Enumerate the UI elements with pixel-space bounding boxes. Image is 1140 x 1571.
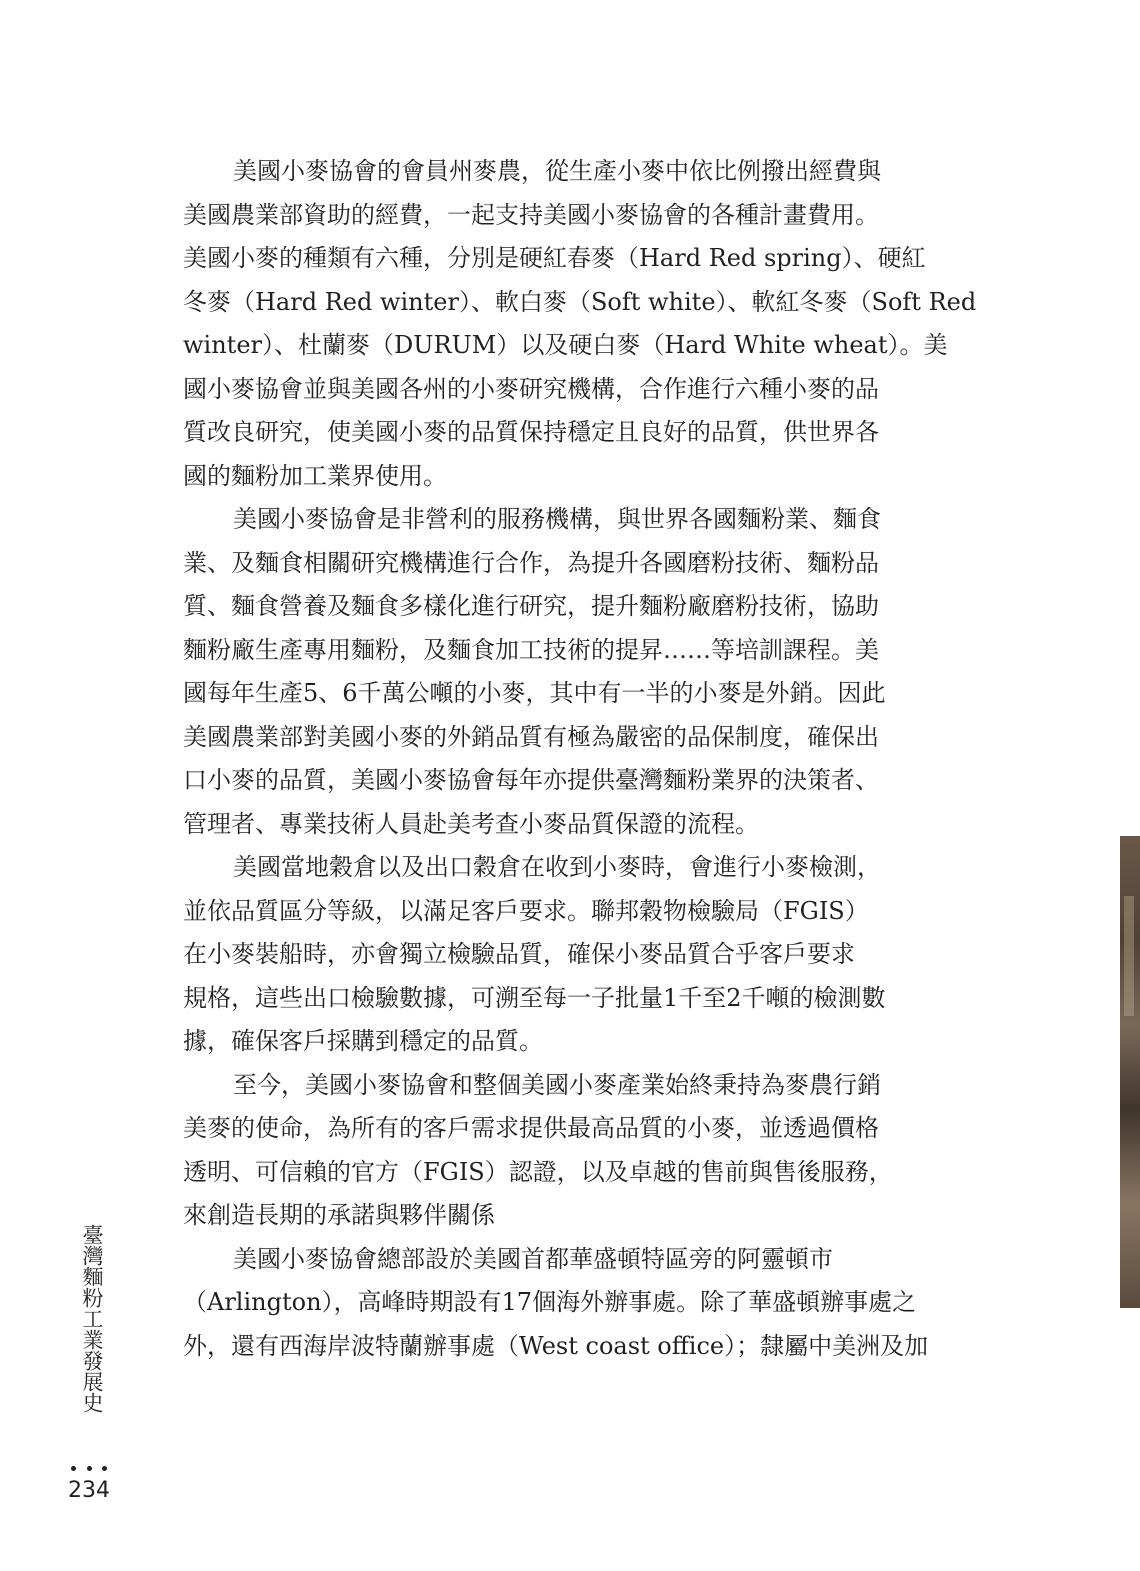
text-line: 美國小麥的種類有六種，分別是硬紅春麥（Hard Red spring）、硬紅 <box>183 244 926 272</box>
text-line: 規格，這些出口檢驗數據，可溯至每一子批量1千至2千噸的檢測數 <box>183 983 886 1012</box>
text-line: 口小麥的品質，美國小麥協會每年亦提供臺灣麵粉業界的決策者、 <box>183 766 879 794</box>
text-line: 業、及麵食相關研究機構進行合作，為提升各國磨粉技術、麵粉品 <box>183 548 879 577</box>
text-line: 管理者、專業技術人員赴美考查小麥品質保證的流程。 <box>183 809 759 838</box>
ornament-dot <box>87 1466 92 1471</box>
page-number: 234 <box>68 1478 110 1503</box>
text-line: 冬麥（Hard Red winter）、軟白麥（Soft white）、軟紅冬麥（Soft Red <box>183 287 977 316</box>
page-ornament <box>71 1466 107 1471</box>
text-line: 美國當地穀倉以及出口穀倉在收到小麥時，會進行小麥檢測， <box>233 853 881 881</box>
ornament-dot <box>102 1466 107 1471</box>
text-line: 美國農業部對美國小麥的外銷品質有極為嚴密的品保制度，確保出 <box>183 722 879 751</box>
ornament-dot <box>71 1466 76 1471</box>
text-line: 來創造長期的承諾與夥伴關係 <box>183 1201 495 1229</box>
text-line: 在小麥裝船時，亦會獨立檢驗品質，確保小麥品質合乎客戶要求 <box>183 940 855 968</box>
text-line: 美國小麥協會總部設於美國首都華盛頓特區旁的阿靈頓市 <box>233 1244 833 1273</box>
text-line: 美麥的使命，為所有的客戶需求提供最高品質的小麥，並透過價格 <box>183 1114 879 1142</box>
text-line: 透明、可信賴的官方（FGIS）認證，以及卓越的售前與售後服務， <box>183 1157 893 1186</box>
text-line: 據，確保客戶採購到穩定的品質。 <box>183 1027 543 1055</box>
text-line: 質改良研究，使美國小麥的品質保持穩定且良好的品質，供世界各 <box>183 418 879 446</box>
text-line: 美國農業部資助的經費，一起支持美國小麥協會的各種計畫費用。 <box>183 200 879 229</box>
paragraph-4 <box>183 1064 925 1238</box>
text-line: 國小麥協會並與美國各州的小麥研究機構，合作進行六種小麥的品 <box>183 374 879 403</box>
paragraph-3 <box>183 846 925 1064</box>
text-line: 並依品質區分等級，以滿足客戶要求。聯邦穀物檢驗局（FGIS） <box>183 896 869 925</box>
text-line: 麵粉廠生產專用麵粉，及麵食加工技術的提昇……等培訓課程。美 <box>183 635 879 664</box>
text-line: 至今，美國小麥協會和整個美國小麥產業始終秉持為麥農行銷 <box>233 1070 881 1099</box>
body-text <box>183 150 977 1368</box>
text-line: 國的麵粉加工業界使用。 <box>183 461 447 490</box>
text-line: 美國小麥協會是非營利的服務機構，與世界各國麵粉業、麵食 <box>233 505 881 533</box>
paragraph-5 <box>183 1238 929 1369</box>
text-line: 美國小麥協會的會員州麥農，從生產小麥中依比例撥出經費與 <box>233 157 881 185</box>
text-line: 外，還有西海岸波特蘭辦事處（West coast office）；隸屬中美洲及加 <box>183 1331 929 1360</box>
paragraph-1 <box>183 150 977 498</box>
running-title: 臺灣麵粉工業發展史 <box>80 1224 104 1413</box>
text-line: 國每年生產5、6千萬公噸的小麥，其中有一半的小麥是外銷。因此 <box>183 679 886 707</box>
text-line: 質、麵食營養及麵食多樣化進行研究，提升麵粉廠磨粉技術，協助 <box>183 592 879 620</box>
paragraph-2 <box>183 498 925 846</box>
photo-edge-image <box>1120 836 1140 1308</box>
text-line: winter）、杜蘭麥（DURUM）以及硬白麥（Hard White wheat）。美 <box>183 331 948 359</box>
text-line: （Arlington），高峰時期設有17個海外辦事處。除了華盛頓辦事處之 <box>183 1288 917 1316</box>
